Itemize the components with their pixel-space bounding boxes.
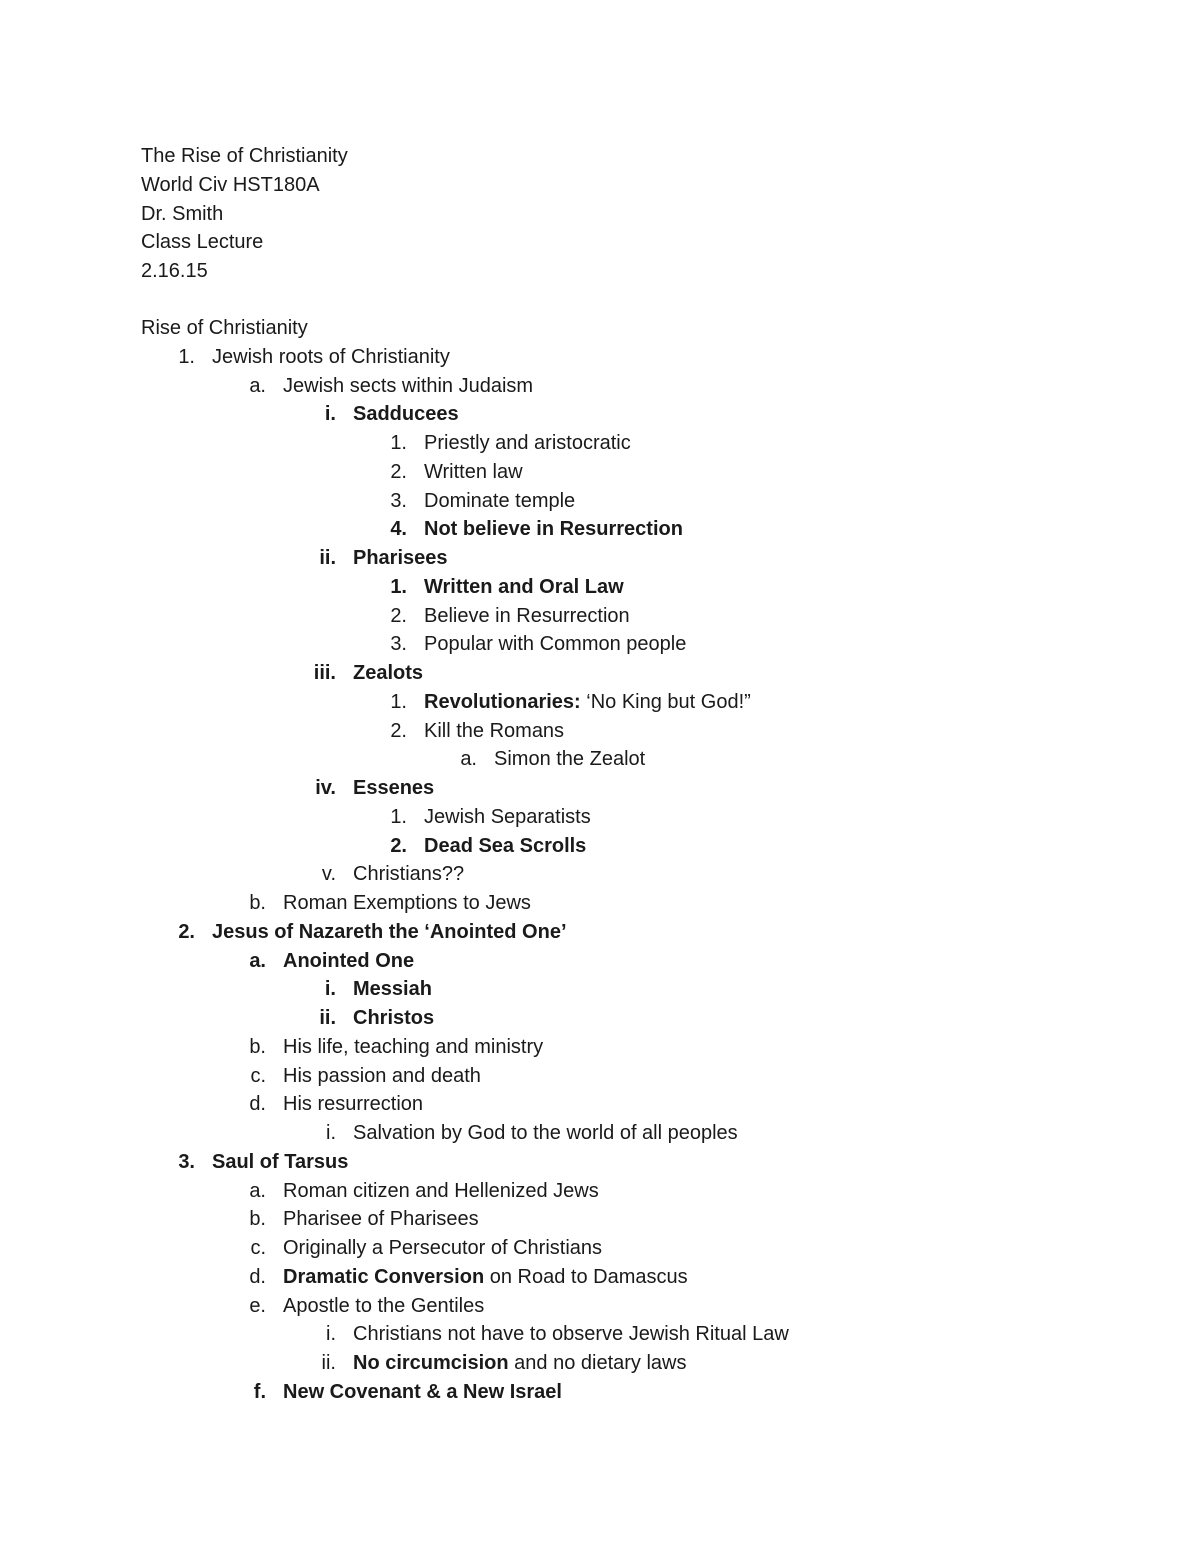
outline-item xyxy=(0,889,1200,918)
outline-marker: ii. xyxy=(319,1007,336,1029)
outline-item xyxy=(0,544,1200,573)
outline-marker: i. xyxy=(326,1122,336,1144)
outline-marker: i. xyxy=(324,403,336,426)
outline-text: Popular with Common people xyxy=(424,633,687,656)
outline-item xyxy=(0,1148,1200,1177)
outline-text: Christos xyxy=(353,1007,435,1029)
outline-item xyxy=(0,947,1200,976)
outline-item xyxy=(0,602,1200,631)
outline-text: His life, teaching and ministry xyxy=(283,1035,544,1058)
outline-text: Christians?? xyxy=(353,863,465,886)
outline-text-rest: on Road to Damascus xyxy=(484,1265,688,1288)
outline-marker: a. xyxy=(249,374,266,397)
outline-item xyxy=(0,400,1200,429)
outline-item xyxy=(0,1062,1200,1091)
outline-text: Pharisee of Pharisees xyxy=(283,1208,479,1231)
outline-text: Simon the Zealot xyxy=(494,748,646,771)
outline-marker: e. xyxy=(249,1294,266,1317)
outline-item xyxy=(0,1263,1200,1292)
outline-text-rest: ‘No King but God!” xyxy=(580,690,751,713)
outline-text: His passion and death xyxy=(283,1064,481,1087)
outline-item xyxy=(0,1234,1200,1263)
outline-text: Originally a Persecutor of Christians xyxy=(283,1237,603,1259)
outline-marker: b. xyxy=(249,1208,266,1231)
outline-item xyxy=(0,860,1200,889)
outline-text: Jewish sects within Judaism xyxy=(283,374,534,397)
outline-marker: ii. xyxy=(321,1352,336,1374)
instructor-name: Dr. Smith xyxy=(141,202,224,225)
outline-text: New Covenant & a New Israel xyxy=(283,1380,562,1403)
outline-marker: ii. xyxy=(319,547,336,569)
outline-marker: 1. xyxy=(390,690,407,713)
outline-text: Priestly and aristocratic xyxy=(424,432,631,454)
lecture-date: 2.16.15 xyxy=(141,260,208,282)
outline-marker: i. xyxy=(324,978,336,1001)
outline-item xyxy=(0,774,1200,803)
outline-marker: 2. xyxy=(178,920,195,943)
outline-text: Essenes xyxy=(353,777,435,799)
outline-item xyxy=(0,630,1200,659)
lecture-outline xyxy=(0,314,1200,1407)
outline-item xyxy=(0,688,1200,717)
outline-marker: f. xyxy=(253,1380,266,1403)
outline-marker: 2. xyxy=(390,460,407,483)
outline-item xyxy=(0,745,1200,774)
outline-item xyxy=(0,1349,1200,1378)
outline-item xyxy=(0,1177,1200,1206)
outline-item xyxy=(0,803,1200,832)
outline-text-bold: Revolutionaries: xyxy=(424,690,581,713)
outline-marker: 2. xyxy=(390,834,407,857)
outline-item xyxy=(0,1033,1200,1062)
outline-item xyxy=(0,717,1200,746)
outline-item xyxy=(0,1292,1200,1321)
outline-text: Written and Oral Law xyxy=(424,575,624,598)
outline-item xyxy=(0,458,1200,487)
outline-marker: d. xyxy=(249,1265,266,1288)
outline-text: Salvation by God to the world of all peoples xyxy=(353,1122,738,1144)
outline-marker: i. xyxy=(326,1323,336,1346)
outline-marker: c. xyxy=(250,1064,266,1087)
course-name: World Civ HST180A xyxy=(141,173,320,196)
outline-title-row xyxy=(0,314,1200,343)
outline-text: His resurrection xyxy=(283,1093,424,1116)
outline-marker: a. xyxy=(249,1179,266,1202)
outline-title: Rise of Christianity xyxy=(141,317,308,339)
outline-text: Zealots xyxy=(353,662,424,684)
outline-marker: v. xyxy=(321,863,336,886)
outline-item xyxy=(0,343,1200,372)
document-type: Class Lecture xyxy=(141,231,264,254)
outline-marker: iv. xyxy=(315,777,336,799)
outline-marker: 1. xyxy=(390,575,407,598)
outline-item xyxy=(0,832,1200,861)
outline-item xyxy=(0,515,1200,544)
outline-text xyxy=(424,688,751,717)
outline-marker: a. xyxy=(460,748,477,771)
outline-text: Written law xyxy=(424,460,523,483)
document-header xyxy=(141,142,348,286)
outline-text: Dead Sea Scrolls xyxy=(424,834,587,857)
outline-text: Believe in Resurrection xyxy=(424,604,630,627)
outline-text: Christians not have to observe Jewish Ritual Law xyxy=(353,1323,789,1346)
outline-marker: 4. xyxy=(390,518,407,541)
outline-text-bold: No circumcision xyxy=(353,1352,509,1374)
outline-item xyxy=(0,487,1200,516)
lecture-title: The Rise of Christianity xyxy=(141,145,348,167)
outline-marker: c. xyxy=(250,1237,266,1259)
outline-marker: 3. xyxy=(390,633,407,656)
outline-item xyxy=(0,918,1200,947)
outline-text: Saul of Tarsus xyxy=(212,1150,349,1173)
outline-marker: 3. xyxy=(178,1150,195,1173)
outline-text-bold: Dramatic Conversion xyxy=(283,1265,485,1288)
outline-marker: 3. xyxy=(390,489,407,512)
outline-item xyxy=(0,1378,1200,1407)
outline-text: Sadducees xyxy=(353,403,459,426)
outline-text: Jewish Separatists xyxy=(424,805,591,828)
outline-item xyxy=(0,372,1200,401)
outline-text: Dominate temple xyxy=(424,489,576,512)
outline-item xyxy=(0,1090,1200,1119)
outline-text xyxy=(283,1263,688,1292)
outline-text xyxy=(353,1349,687,1378)
outline-marker: b. xyxy=(249,1035,266,1058)
outline-marker: iii. xyxy=(313,662,336,684)
outline-marker: 2. xyxy=(390,604,407,627)
outline-item xyxy=(0,1320,1200,1349)
outline-text: Messiah xyxy=(353,978,432,1001)
outline-text: Jesus of Nazareth the ‘Anointed One’ xyxy=(212,920,567,943)
outline-text: Roman Exemptions to Jews xyxy=(283,892,531,914)
outline-text: Jewish roots of Christianity xyxy=(212,345,450,368)
outline-text: Roman citizen and Hellenized Jews xyxy=(283,1179,599,1202)
outline-marker: 1. xyxy=(390,805,407,828)
outline-item xyxy=(0,429,1200,458)
outline-item xyxy=(0,573,1200,602)
outline-marker: 1. xyxy=(178,345,195,368)
outline-text: Anointed One xyxy=(283,949,415,972)
outline-item xyxy=(0,1205,1200,1234)
outline-text: Pharisees xyxy=(353,547,448,569)
outline-marker: a. xyxy=(249,949,266,972)
outline-marker: b. xyxy=(249,892,266,914)
outline-marker: 1. xyxy=(390,432,407,454)
outline-text: Kill the Romans xyxy=(424,719,565,742)
outline-item xyxy=(0,1004,1200,1033)
outline-marker: 2. xyxy=(390,719,407,742)
outline-item xyxy=(0,1119,1200,1148)
outline-item xyxy=(0,975,1200,1004)
outline-item xyxy=(0,659,1200,688)
outline-text-rest: and no dietary laws xyxy=(508,1352,687,1374)
outline-text: Not believe in Resurrection xyxy=(424,518,683,541)
outline-marker: d. xyxy=(249,1093,266,1116)
outline-text: Apostle to the Gentiles xyxy=(283,1294,485,1317)
